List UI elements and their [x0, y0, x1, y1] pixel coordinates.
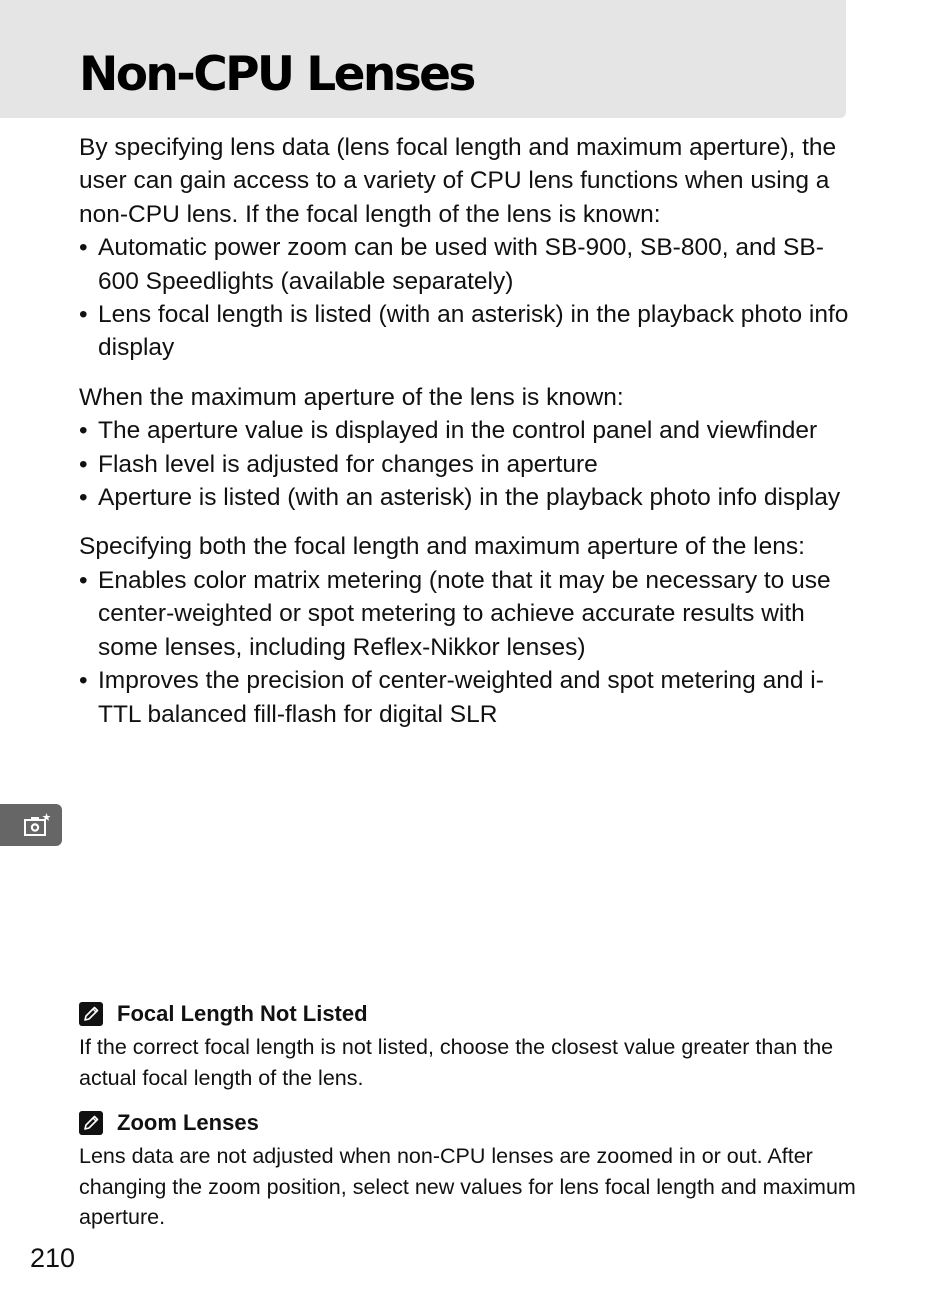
note-title: Focal Length Not Listed	[117, 1001, 368, 1026]
intro-paragraph: By specifying lens data (lens focal length and maximum aperture), the user can gain access to a variety of CPU lens functions when using a non-CPU lens. If the focal length of the lens is known:	[79, 134, 837, 228]
both-intro: Specifying both the focal length and maximum aperture of the lens:	[79, 533, 805, 561]
note-focal-length	[79, 998, 859, 1093]
list-item: • The aperture value is displayed in the control panel and viewfinder	[79, 414, 859, 447]
pencil-note-icon	[79, 1002, 103, 1026]
pencil-note-icon	[79, 1111, 103, 1135]
note-text: Lens data are not adjusted when non-CPU lenses are zoomed in or out. After changing the zoom position, select new values for lens focal length and maximum aperture.	[79, 1144, 856, 1229]
notes-section	[79, 998, 859, 1247]
list-item: • Automatic power zoom can be used with SB-900, SB-800, and SB-600 Speedlights (available separately)	[79, 231, 859, 298]
list-item: • Flash level is adjusted for changes in aperture	[79, 448, 859, 481]
focal-length-list	[79, 231, 859, 365]
aperture-list	[79, 414, 859, 514]
note-title: Zoom Lenses	[117, 1110, 259, 1135]
list-item: • Lens focal length is listed (with an asterisk) in the playback photo info display	[79, 298, 859, 365]
section-tab	[0, 804, 62, 846]
main-content	[79, 131, 859, 731]
page-number: 210	[30, 1243, 76, 1273]
title-band	[0, 0, 846, 118]
note-text: If the correct focal length is not listed, choose the closest value greater than the actual focal length of the lens.	[79, 1035, 834, 1090]
both-list	[79, 564, 859, 731]
list-item: • Improves the precision of center-weighted and spot metering and i-TTL balanced fill-flash for digital SLR	[79, 664, 859, 731]
camera-setup-icon	[22, 812, 52, 838]
list-item: • Aperture is listed (with an asterisk) in the playback photo info display	[79, 481, 859, 514]
aperture-intro: When the maximum aperture of the lens is known:	[79, 383, 624, 411]
note-zoom-lenses	[79, 1107, 859, 1233]
list-item: • Enables color matrix metering (note that it may be necessary to use center-weighted or spot metering to achieve accurate results with some lenses, including Reflex-Nikkor lenses)	[79, 564, 859, 664]
page-title: Non-CPU Lenses	[79, 47, 474, 102]
